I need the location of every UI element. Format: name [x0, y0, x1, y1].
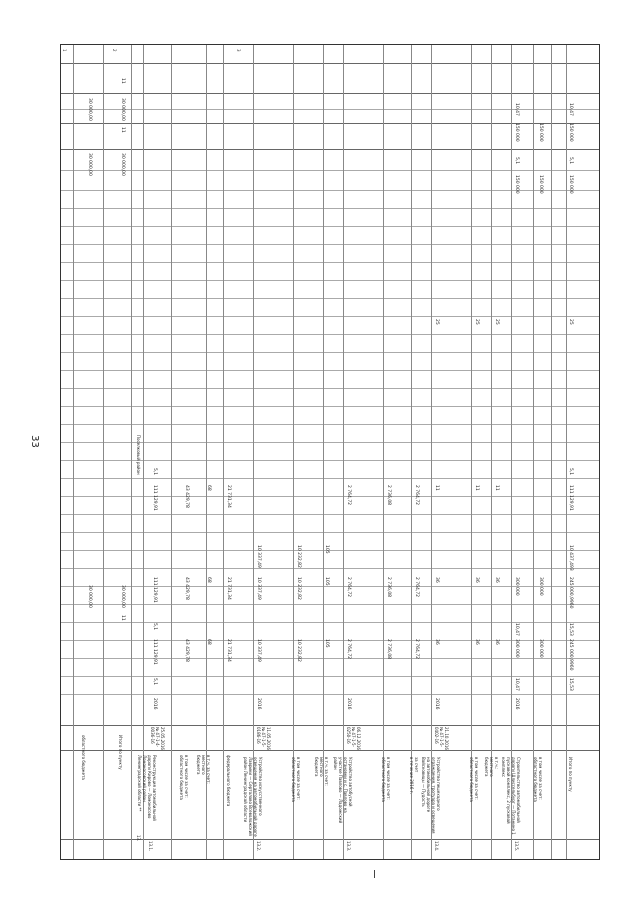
cell-value: 36 [494, 639, 499, 645]
row-line [61, 550, 599, 551]
row-line [61, 478, 599, 479]
item-sub: в т.ч. за счет: местного бюджета [314, 757, 329, 786]
cell-value: 11 [494, 485, 499, 491]
cell-value: 25 [474, 319, 479, 325]
col-line [551, 45, 552, 859]
item-permit: 21.10.2016 № 47-1-5-0402-16 [434, 727, 449, 750]
row-line [61, 226, 599, 227]
cell-value: 30 000,00 [120, 585, 125, 608]
item-sub: федерального бюджета [226, 755, 231, 807]
cell-value: 2 764,72 [346, 485, 351, 506]
item-name: Строительство автомобильной дороги Шлиссельбург — Потанино 1 пусковой комплекс, 2 пусковой комплекс [501, 757, 521, 835]
cell-value: 111 129,91 [152, 639, 157, 665]
item-sub: в том числе за счет: областного бюджета [179, 755, 189, 800]
row-line [61, 658, 599, 659]
row-line [61, 496, 599, 497]
cell-value: 10 232,82 [296, 577, 301, 600]
cell-value: 300 000 [514, 577, 519, 596]
cell-value: 36 [494, 577, 499, 583]
cell-value: 105 [324, 545, 329, 554]
cell-value: 300 000 [514, 639, 519, 658]
col-line [73, 45, 74, 859]
cell-value: 25 [494, 319, 499, 325]
col-num: 1 [62, 49, 67, 52]
row-line [61, 298, 599, 299]
item-number: 13.5. [514, 841, 519, 852]
cell-value: 5,1 [568, 468, 573, 476]
cell-value: 21 731,34 [226, 485, 231, 508]
item-name: Устройство пешеходного ограждения, тротуара и освещения на автомобильной дороге Войсковицы — Пудость [421, 757, 441, 834]
cell-value: 150 000 [568, 123, 573, 142]
col-line [103, 45, 104, 859]
item-sub: в том числе за счет: областного бюджета [381, 757, 391, 802]
cell-value: 10,47 [514, 103, 519, 116]
header-row-line [61, 63, 599, 64]
row-line [61, 424, 599, 425]
row-line [61, 514, 599, 515]
cell-value: 15,53 [568, 678, 573, 691]
item-name: Устройство искусственного освещения на автомобильной дороге Лаврики — Сертолово Всеволожский район Ленинградской области [243, 757, 263, 837]
cell-value: 105 [324, 639, 329, 648]
cell-value: 150 000 [568, 175, 573, 194]
cell-value: 21 731,34 [226, 577, 231, 600]
cell-value: 2016 [256, 698, 261, 710]
item-number: 13.3. [346, 841, 351, 852]
cell-value: 111 129,91 [152, 577, 157, 603]
col-line [253, 45, 254, 859]
cell-value: 2 736,08 [386, 639, 391, 660]
col-line [471, 45, 472, 859]
col-line [566, 45, 567, 859]
row-line [61, 750, 599, 751]
cell-value: 150 000 [538, 123, 543, 142]
item-permit: 11.05.2016 № 47-1-5-0186-16 [256, 727, 271, 750]
col-line [411, 45, 412, 859]
cell-value: 11 [120, 127, 125, 133]
item-sub: в т.ч. за счет: местного бюджета [196, 755, 211, 784]
cell-value: 21 731,34 [226, 639, 231, 662]
cell-value: 300 000 [538, 577, 543, 596]
cell-value: 2 764,72 [414, 639, 419, 660]
cell-value: 11 [474, 485, 479, 491]
cell-value: 300 000 [538, 639, 543, 658]
cell-value: 2 764,72 [346, 639, 351, 660]
cell-value: 36 [434, 577, 439, 583]
item-sub: в том числе за счет: областного бюджета [533, 757, 543, 802]
row-line [61, 149, 599, 150]
col-num: 3 [236, 49, 241, 52]
col-line [383, 45, 384, 859]
col-line [343, 45, 344, 859]
cell-value: 68 [206, 577, 211, 583]
row-line [61, 460, 599, 461]
cell-value: 30 000,00 [87, 98, 92, 121]
cell-value: 5,1 [152, 678, 157, 686]
row-line [61, 262, 599, 263]
row-line [61, 604, 599, 605]
item-sub: в том числе за счет: областного бюджета [291, 757, 301, 802]
item-permit: 25.05.2016 № 47-1-4-0036-16 [150, 727, 165, 750]
cell-value: 5,1 [152, 468, 157, 476]
row-line [61, 725, 599, 726]
cell-value: 30 000,00 [87, 153, 92, 176]
row-line [61, 370, 599, 371]
col-line [206, 45, 207, 859]
row-line [61, 406, 599, 407]
col-line [533, 45, 534, 859]
col-line [171, 45, 172, 859]
col-line [323, 45, 324, 859]
row-line [61, 316, 599, 317]
cell-value: 5,1 [152, 623, 157, 631]
cell-value: 15,53 [568, 623, 573, 636]
item-number: 13.4. [434, 841, 439, 852]
cell-value: 2016 [434, 698, 439, 710]
col-line [511, 45, 512, 859]
cell-value: 2 764,72 [414, 577, 419, 598]
cell-value: 43 429,78 [184, 485, 189, 508]
row-line [61, 244, 599, 245]
cell-value: 150 000 [538, 175, 543, 194]
row-line [61, 442, 599, 443]
row-line [61, 334, 599, 335]
row-line [61, 676, 599, 677]
cell-value: 111 129,91 [152, 485, 157, 511]
row-label: областного бюджета [81, 735, 86, 780]
cell-value: 11 [120, 615, 125, 621]
item-sub: в т.ч.: местного бюджета [484, 757, 499, 777]
col-line [131, 45, 132, 859]
cell-value: 25 [568, 319, 573, 325]
cell-value: 43 429,78 [184, 577, 189, 600]
row-line [61, 568, 599, 569]
cell-value: 10 232,82 [296, 639, 301, 662]
cell-value: 11 [120, 78, 125, 84]
cell-value: 111 129,91 [568, 485, 573, 511]
cell-value: 43 429,78 [184, 639, 189, 662]
cell-value: 10 337,49 [256, 639, 261, 662]
cell-value: 105 [324, 577, 329, 586]
cell-value: 30 000,00 [120, 98, 125, 121]
row-line [61, 352, 599, 353]
row-line-c6 [61, 93, 599, 94]
item-number: 13.2. [256, 841, 261, 852]
row-line [61, 388, 599, 389]
cell-value: 30 000,00 [87, 585, 92, 608]
cell-value: 150 000 [514, 123, 519, 142]
cell-value: 2 736,08 [386, 577, 391, 598]
cell-value: 11 [434, 485, 439, 491]
cell-value: 245 000,9960 [568, 577, 573, 609]
row-line [61, 208, 599, 209]
cell-value: 245 000,9960 [568, 639, 573, 671]
col-line [143, 45, 144, 859]
cell-value: 68 [206, 639, 211, 645]
cell-value: 36 [474, 577, 479, 583]
cell-value: 5,1 [568, 157, 573, 165]
cell-value: 10,47 [568, 103, 573, 116]
item-sub: за счет в течение 2016 г. [409, 757, 419, 795]
row-label: Итого по пункту [118, 735, 123, 770]
cell-value: 2 764,72 [346, 577, 351, 598]
col-line [223, 45, 224, 859]
col-line [431, 45, 432, 859]
cell-value: 68 [206, 485, 211, 491]
cell-value: 2 736,08 [386, 485, 391, 506]
cell-value: 10 337,49 [256, 577, 261, 600]
cell-value: 150 000 [514, 175, 519, 194]
item-number: 13.1. [148, 841, 153, 852]
footer-mark [374, 870, 375, 878]
row-line [61, 280, 599, 281]
cell-value: 5,1 [514, 157, 519, 165]
cell-value: 10 337,49 [256, 545, 261, 568]
page-number: 33 [28, 435, 40, 448]
cell-value: 2016 [152, 698, 157, 710]
col-line [491, 45, 492, 859]
item-name: Реконструкция автомобильной дороги Кирово — Ломоносово Ломоносовский район Ленинградской области ** [137, 755, 157, 821]
cell-value: 30 000,00 [120, 153, 125, 176]
col-line [293, 45, 294, 859]
rotated-table [60, 44, 600, 860]
item-name: Устройство автобусной остановки и с. Павлово на участке Павлово — Ладожский район [333, 757, 353, 824]
item-permit: 06.12.2016 № 47-1-5-0250-16 [346, 727, 361, 750]
section-number: 13. [136, 835, 141, 842]
section-title: Поселковый район [136, 435, 141, 475]
cell-value: 10 437,493 [568, 545, 573, 571]
cell-value: 36 [474, 639, 479, 645]
cell-value: 36 [434, 639, 439, 645]
cell-value: 2016 [514, 698, 519, 710]
row-label: Итого по пункту [568, 757, 573, 792]
cell-value: 10 232,82 [296, 545, 301, 568]
item-sub: в том числе за счет: областного бюджета [469, 757, 479, 802]
cell-value: 10,47 [514, 623, 519, 636]
row-line [61, 694, 599, 695]
cell-value: 10,47 [514, 678, 519, 691]
cell-value: 25 [434, 319, 439, 325]
cell-value: 2 764,72 [414, 485, 419, 506]
col-num: 2 [112, 49, 117, 52]
cell-value: 2016 [346, 698, 351, 710]
row-line [61, 532, 599, 533]
row-line [61, 839, 599, 840]
row-line [61, 170, 599, 171]
